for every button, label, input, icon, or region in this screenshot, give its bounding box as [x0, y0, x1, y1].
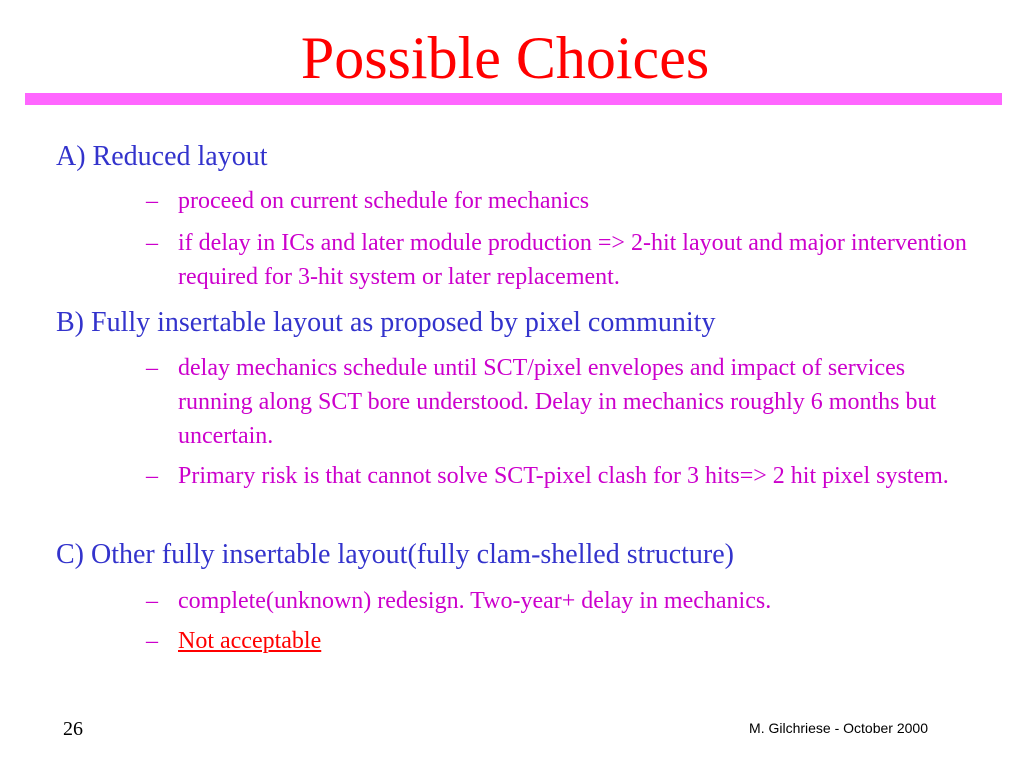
- option-b-point-1: [146, 351, 978, 453]
- bullet-dash: –: [146, 588, 158, 614]
- not-acceptable-text: Not acceptable: [178, 628, 322, 654]
- option-a-point-1: [146, 184, 978, 218]
- option-c-point-1: [146, 584, 978, 618]
- footer-credit: M. Gilchriese - October 2000: [749, 720, 928, 736]
- option-a-point-2: [146, 226, 978, 294]
- bullet-dash: –: [146, 463, 158, 489]
- page-number: 26: [63, 718, 83, 740]
- slide-title: Possible Choices: [300, 25, 710, 91]
- point-text: delay mechanics schedule until SCT/pixel envelopes and impact of services running along SCT bore understood. Delay in mechanics roughly 6 months but uncertain.: [178, 355, 937, 449]
- option-a-heading: A) Reduced layout: [56, 141, 268, 172]
- bullet-dash: –: [146, 355, 158, 381]
- point-text: Primary risk is that cannot solve SCT-pixel clash for 3 hits=> 2 hit pixel system.: [178, 463, 949, 489]
- point-text: proceed on current schedule for mechanics: [178, 188, 590, 214]
- option-c-point-2: [146, 624, 978, 658]
- option-c-heading: C) Other fully insertable layout(fully clam-shelled structure): [56, 539, 735, 570]
- point-text: complete(unknown) redesign. Two-year+ delay in mechanics.: [178, 588, 772, 614]
- bullet-dash: –: [146, 628, 158, 654]
- option-b-point-2: [146, 459, 978, 493]
- title-divider: [25, 93, 1002, 105]
- option-b-heading: B) Fully insertable layout as proposed by pixel community: [56, 307, 716, 338]
- point-text: if delay in ICs and later module production => 2-hit layout and major intervention required for 3-hit system or later replacement.: [178, 230, 967, 290]
- bullet-dash: –: [146, 230, 158, 256]
- bullet-dash: –: [146, 188, 158, 214]
